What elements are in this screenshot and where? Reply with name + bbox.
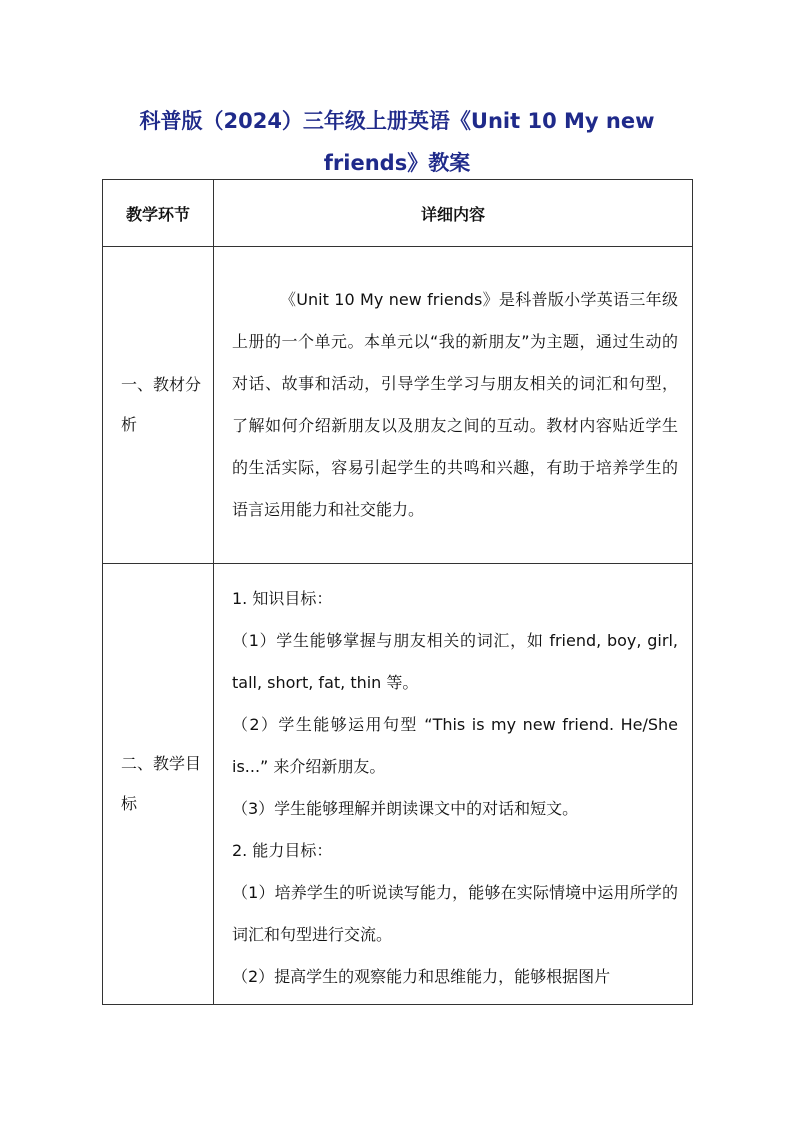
- lesson-plan-table: [102, 179, 693, 1005]
- row-content-teaching-goals: [214, 564, 693, 1005]
- table-header-row: [103, 180, 693, 247]
- document-title: [0, 100, 794, 184]
- title-line-2: friends》教案: [323, 151, 471, 175]
- header-stage: 教学环节: [103, 180, 214, 247]
- goal-line: （3）学生能够理解并朗读课文中的对话和短文。: [232, 799, 579, 818]
- material-analysis-paragraph: 《Unit 10 My new friends》是科普版小学英语三年级上册的一个单元。本单元以“我的新朋友”为主题，通过生动的对话、故事和活动，引导学生学习与朋友相关的词汇和句型，了解如何介绍新朋友以及朋友之间的互动。教材内容贴近学生的生活实际，容易引起学生的共鸣和兴趣，有助于培养学生的语言运用能力和社交能力。: [232, 290, 678, 519]
- header-details: 详细内容: [214, 180, 693, 247]
- row-label-teaching-goals: 二、教学目标: [103, 564, 214, 1005]
- goal-line: 2. 能力目标：: [232, 841, 333, 860]
- goal-line: （2）学生能够运用句型 “This is my new friend. He/She is...” 来介绍新朋友。: [232, 715, 678, 776]
- table-row: [103, 564, 693, 1005]
- row-content-material-analysis: [214, 247, 693, 564]
- row-label-material-analysis: 一、教材分析: [103, 247, 214, 564]
- goal-line: （1）学生能够掌握与朋友相关的词汇，如 friend, boy, girl, tall, short, fat, thin 等。: [232, 631, 678, 692]
- goal-line: （2）提高学生的观察能力和思维能力，能够根据图片: [232, 967, 611, 986]
- goal-line: （1）培养学生的听说读写能力，能够在实际情境中运用所学的词汇和句型进行交流。: [232, 883, 678, 944]
- table-row: [103, 247, 693, 564]
- title-line-1: 科普版（2024）三年级上册英语《Unit 10 My new: [139, 109, 655, 133]
- goal-line: 1. 知识目标：: [232, 589, 333, 608]
